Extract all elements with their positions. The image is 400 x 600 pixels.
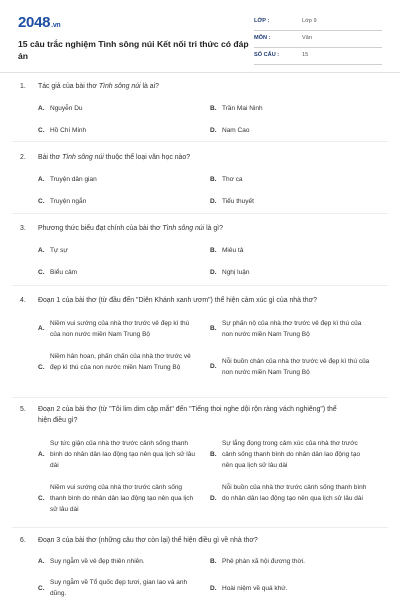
question-stem	[20, 223, 380, 234]
question-text: Đoạn 2 của bài thơ (từ "Tôi lim dim cặp mắt" đến "Tiếng thoi nghe dội rộn ràng vách nghiêng") thể hiện điều gì?	[38, 406, 337, 424]
question-text	[38, 152, 380, 163]
question-text-part: là gì?	[204, 225, 223, 232]
option-text: Thơ ca	[222, 176, 243, 183]
option-letter: A.	[38, 558, 45, 565]
question-5	[20, 404, 380, 513]
option-text: Nỗi buồn của nhà thơ trước cảnh sống thanh bình do nhân dân lao động tạo nên qua lịch sử lâu dài	[222, 484, 367, 502]
option-text: Sự lắng đọng trong cảm xúc của nhà thơ trước cảnh sống thanh bình do nhân dân lao động tạo nên qua lịch sử lâu dài	[222, 440, 361, 469]
question-number: 3.	[20, 225, 26, 232]
option-text: Nguyễn Du	[50, 105, 83, 112]
question-stem	[20, 152, 380, 163]
page-title: 15 câu trắc nghiệm Tình sông núi Kết nối tri thức có đáp án	[18, 39, 249, 61]
question-text-part: Phương thức biểu đạt chính của bài thơ	[38, 225, 163, 232]
option-text: Truyện ngắn	[50, 198, 87, 205]
option-letter: B.	[210, 105, 217, 112]
site-logo[interactable]	[18, 14, 60, 31]
option-text: Phê phán xã hội đương thời.	[222, 558, 305, 565]
option-letter: C.	[38, 198, 45, 205]
meta-row-grade	[254, 14, 382, 31]
question-number: 2.	[20, 154, 26, 161]
option-text: Hoài niệm về quá khứ.	[222, 585, 288, 592]
option-letter: B.	[210, 247, 217, 254]
option-text: Sự phấn nộ của nhà thơ trước vẻ đẹp kì thú của non nước miền Nam Trung Bộ	[222, 320, 362, 338]
question-number: 4.	[20, 297, 26, 304]
meta-value: 15	[302, 52, 309, 58]
option-letter: B.	[210, 451, 217, 458]
option-letter: A.	[38, 325, 45, 332]
option-text: Tự sự	[50, 247, 68, 254]
question-text-part: thuộc thể loại văn học nào?	[103, 154, 191, 161]
question-divider	[12, 213, 388, 214]
question-6	[20, 535, 380, 597]
question-stem	[20, 81, 380, 92]
poem-title: Tình sông núi	[62, 154, 104, 161]
question-divider	[12, 141, 388, 142]
header-divider	[0, 72, 400, 73]
question-text: Đoạn 1 của bài thơ (từ đầu đến "Diên Khánh xanh ươm") thể hiện cảm xúc gì của nhà thơ?	[38, 297, 317, 304]
option-letter: A.	[38, 176, 45, 183]
option-letter: B.	[210, 325, 217, 332]
meta-row-count	[254, 48, 382, 65]
meta-label: MÔN :	[254, 35, 271, 41]
question-text	[38, 81, 380, 92]
option-text: Suy ngẫm về Tổ quốc đẹp tươi, gian lao và anh dũng.	[50, 579, 188, 597]
option-text: Miêu tả	[222, 247, 244, 254]
question-number: 6.	[20, 537, 26, 544]
option-letter: D.	[210, 198, 217, 205]
option-text: Biểu cảm	[50, 269, 78, 276]
option-letter: D.	[210, 585, 217, 592]
question-text: Đoạn 3 của bài thơ (những câu thơ còn lại) thể hiện điều gì về nhà thơ?	[38, 537, 258, 544]
question-divider	[12, 527, 388, 528]
option-letter: B.	[210, 558, 217, 565]
logo-text: 2048	[18, 14, 51, 31]
question-number: 5.	[20, 406, 26, 413]
option-text: Tiểu thuyết	[222, 198, 254, 205]
option-text: Sự tức giận của nhà thơ trước cảnh sống thanh bình do nhân dân lao động tạo nên qua lịch sử lâu dài	[50, 440, 195, 469]
question-divider	[12, 285, 388, 286]
option-letter: B.	[210, 176, 217, 183]
option-text: Niềm vui sướng của nhà thơ trước vẻ đẹp kì thú của non nước miền Nam Trung Bộ	[50, 320, 190, 338]
option-letter: A.	[38, 105, 45, 112]
question-stem	[20, 404, 380, 426]
question-2	[20, 152, 380, 205]
option-letter: C.	[38, 495, 45, 502]
quiz-meta	[254, 14, 382, 65]
option-letter: D.	[210, 269, 217, 276]
option-text: Truyện dân gian	[50, 176, 97, 183]
question-4	[20, 295, 380, 376]
question-stem	[20, 295, 380, 306]
option-letter: D.	[210, 495, 217, 502]
option-letter: C.	[38, 269, 45, 276]
option-letter: A.	[38, 247, 45, 254]
option-letter: C.	[38, 127, 45, 134]
option-text: Hồ Chí Minh	[50, 127, 87, 134]
option-letter: A.	[38, 451, 45, 458]
question-1	[20, 81, 380, 134]
option-text: Nghị luận	[222, 269, 250, 276]
meta-label: LỚP :	[254, 18, 270, 24]
question-divider	[12, 397, 388, 398]
option-letter: C.	[38, 585, 45, 592]
meta-value: Lớp 9	[302, 18, 317, 24]
poem-title: Tình sông núi	[162, 225, 205, 232]
option-text: Niềm hân hoan, phấn chấn của nhà thơ trước vẻ đẹp kì thú của non nước miền Nam Trung Bộ	[50, 353, 191, 371]
option-text: Niềm vui sướng của nhà thơ trước cảnh sống thanh bình do nhân dân lao động tạo nên qua lịch sử lâu dài	[50, 484, 194, 513]
meta-label: SỐ CÂU :	[254, 52, 280, 58]
question-text	[38, 223, 380, 234]
question-text-part: là ai?	[140, 83, 159, 90]
option-text: Trần Mai Ninh	[222, 105, 263, 112]
option-letter: C.	[38, 364, 45, 371]
option-letter: D.	[210, 363, 217, 370]
question-text-part: Tác giả của bài thơ	[38, 83, 99, 90]
question-text-part: Bài thơ	[38, 154, 63, 161]
option-text: Suy ngẫm về vẻ đẹp thiên nhiên.	[50, 558, 145, 565]
question-number: 1.	[20, 83, 26, 90]
question-stem	[20, 535, 380, 546]
option-text: Nam Cao	[222, 127, 250, 134]
page-header	[18, 10, 382, 68]
question-3	[20, 223, 380, 276]
meta-value: Văn	[302, 35, 312, 41]
logo-suffix: .vn	[51, 22, 61, 29]
poem-title: Tình sông núi	[98, 83, 141, 90]
option-letter: D.	[210, 127, 217, 134]
meta-row-subject	[254, 31, 382, 48]
option-text: Nỗi buồn chán của nhà thơ trước vẻ đẹp kì thú của non nước miền Nam Trung Bộ	[222, 358, 370, 376]
